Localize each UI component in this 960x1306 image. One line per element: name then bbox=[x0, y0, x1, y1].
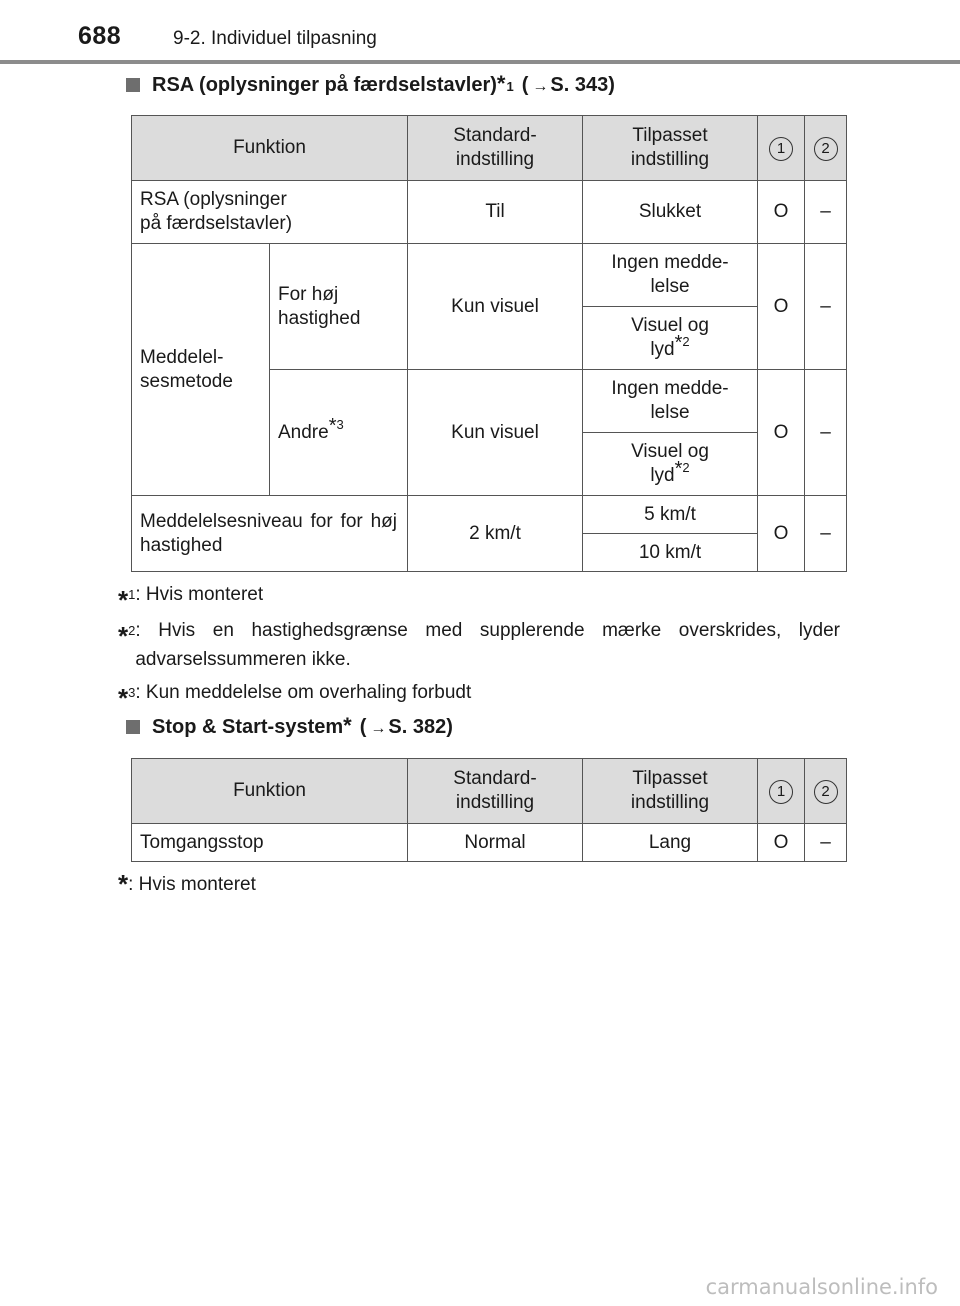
method-other-option1: Ingen medde- lelse bbox=[583, 370, 758, 433]
circled-two-icon: 2 bbox=[814, 780, 838, 804]
header-funktion: Funktion bbox=[132, 759, 408, 824]
footnote-3: *$^3$ : Kun meddelelse om overhaling forbudt bbox=[118, 682, 472, 713]
rsa-settings-table bbox=[131, 115, 847, 572]
footnote-star-icon: * bbox=[674, 332, 683, 354]
footnote-star-icon: * bbox=[328, 414, 337, 437]
rsa-heading-text: RSA (oplysninger på færdselstavler) bbox=[152, 74, 497, 96]
table-row bbox=[132, 181, 847, 244]
level-col2: – bbox=[805, 496, 847, 572]
table-row bbox=[132, 244, 847, 307]
header-standard: Standard- indstilling bbox=[408, 116, 583, 181]
table-header-row bbox=[132, 116, 847, 181]
method-other-standard: Kun visuel bbox=[408, 370, 583, 496]
level-option1: 5 km/t bbox=[583, 496, 758, 534]
stopstart-heading: Stop & Start-system * ( → S. 382 ) bbox=[126, 716, 453, 739]
circled-one-icon: 1 bbox=[769, 137, 793, 161]
table-header-row bbox=[132, 759, 847, 824]
header-funktion: Funktion bbox=[132, 116, 408, 181]
stopstart-heading-ref: S. 382 bbox=[388, 716, 447, 738]
footnote-star-icon: * bbox=[118, 869, 129, 899]
table-row bbox=[132, 824, 847, 862]
rsa-row-col1: O bbox=[758, 181, 805, 244]
rsa-row-standard: Til bbox=[408, 181, 583, 244]
bullet-square-icon bbox=[126, 78, 140, 92]
header-col2 bbox=[805, 116, 847, 181]
method-other-col1: O bbox=[758, 370, 805, 496]
header-tilpasset: Tilpasset indstilling bbox=[583, 116, 758, 181]
header-col1 bbox=[758, 116, 805, 181]
method-high-speed-option1: Ingen medde- lelse bbox=[583, 244, 758, 307]
header-col2 bbox=[805, 759, 847, 824]
level-funktion: Meddelelsesniveau for for høj hastighed bbox=[132, 496, 408, 572]
method-funktion: Meddelel- sesmetode bbox=[132, 244, 270, 496]
footnote-star-icon: * bbox=[118, 621, 129, 651]
bullet-square-icon bbox=[126, 720, 140, 734]
arrow-right-icon: → bbox=[532, 78, 549, 95]
stopstart-heading-text: Stop & Start-system bbox=[152, 716, 344, 738]
header-tilpasset: Tilpasset indstilling bbox=[583, 759, 758, 824]
stopstart-row-funktion: Tomgangsstop bbox=[132, 824, 408, 862]
method-high-speed-col2: – bbox=[805, 244, 847, 370]
rsa-row-funktion: RSA (oplysninger på færdselstavler) bbox=[132, 181, 408, 244]
header-divider bbox=[0, 60, 960, 64]
rsa-row-tilpasset: Slukket bbox=[583, 181, 758, 244]
level-col1: O bbox=[758, 496, 805, 572]
section-title: 9-2. Individuel tilpasning bbox=[173, 28, 377, 49]
stopstart-row-col2: – bbox=[805, 824, 847, 862]
circled-one-icon: 1 bbox=[769, 780, 793, 804]
rsa-row-col2: – bbox=[805, 181, 847, 244]
stopstart-row-col1: O bbox=[758, 824, 805, 862]
rsa-heading: RSA (oplysninger på færdselstavler) * 1 ( → S. 343 ) bbox=[126, 74, 615, 97]
stopstart-settings-table bbox=[131, 758, 847, 862]
stopstart-row-standard: Normal bbox=[408, 824, 583, 862]
arrow-right-icon: → bbox=[370, 720, 387, 737]
level-standard: 2 km/t bbox=[408, 496, 583, 572]
stopstart-footnote: * : Hvis monteret bbox=[118, 869, 256, 899]
table-row bbox=[132, 496, 847, 534]
method-high-speed-col1: O bbox=[758, 244, 805, 370]
footnote-star-icon: * bbox=[118, 683, 129, 713]
page-number: 688 bbox=[78, 22, 122, 50]
watermark: carmanualsonline.info bbox=[705, 1275, 938, 1299]
footnote-2: *$^2$ : Hvis en hastighedsgrænse med supplerende mærke overskrides, lyder advarselssummeren ikke. bbox=[118, 620, 840, 670]
method-other-label: Andre$^{*3}$ bbox=[270, 370, 408, 496]
footnote-1: *$^1$ : Hvis monteret bbox=[118, 584, 264, 615]
header-col1 bbox=[758, 759, 805, 824]
circled-two-icon: 2 bbox=[814, 137, 838, 161]
method-high-speed-standard: Kun visuel bbox=[408, 244, 583, 370]
method-other-col2: – bbox=[805, 370, 847, 496]
rsa-heading-ref: S. 343 bbox=[550, 74, 609, 96]
footnote-star-icon: * bbox=[674, 458, 683, 480]
method-high-speed-label: For høj hastighed bbox=[270, 244, 408, 370]
footnote-star-icon: * bbox=[118, 585, 129, 615]
level-option2: 10 km/t bbox=[583, 534, 758, 572]
stopstart-row-tilpasset: Lang bbox=[583, 824, 758, 862]
header-standard: Standard- indstilling bbox=[408, 759, 583, 824]
method-high-speed-option2: Visuel og lyd$^{*2}$ bbox=[583, 307, 758, 370]
method-other-option2: Visuel og lyd$^{*2}$ bbox=[583, 433, 758, 496]
